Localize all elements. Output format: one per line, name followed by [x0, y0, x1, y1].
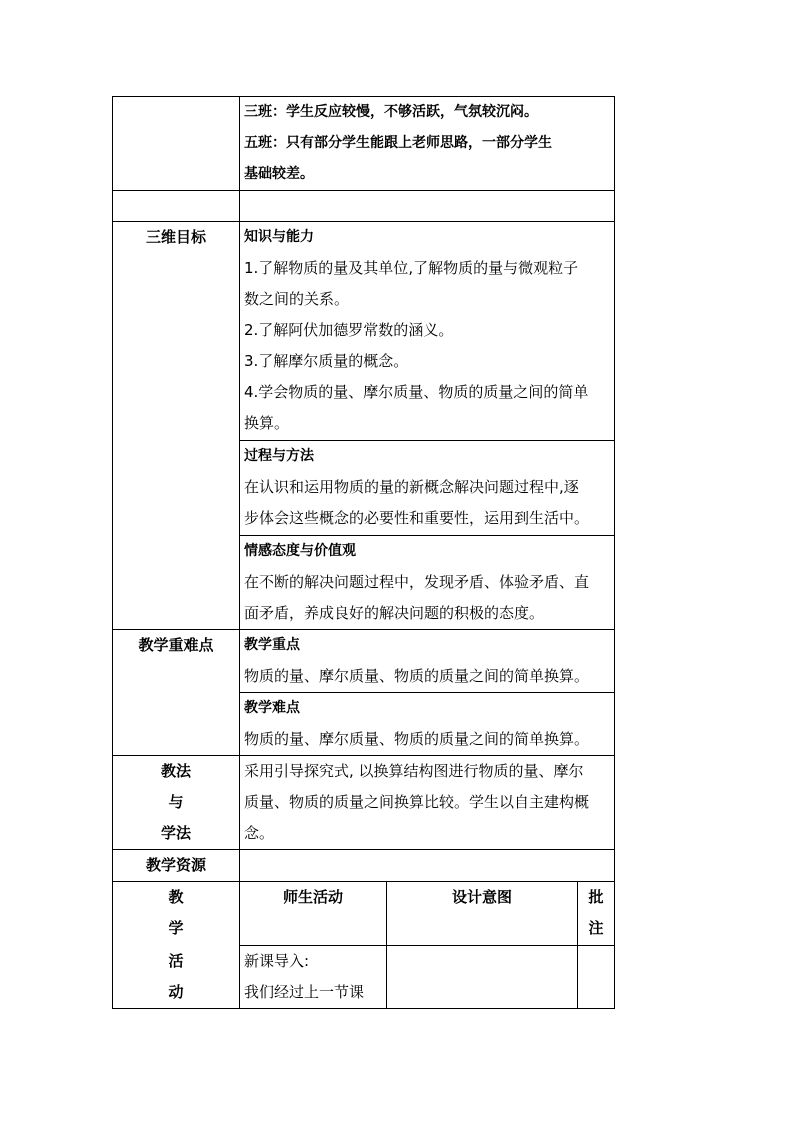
note-column-header [578, 882, 615, 946]
methods-text-line3: 念。 [244, 824, 275, 842]
class5-note-line1: 五班：只有部分学生能跟上老师思路，一部分学生 [244, 135, 552, 151]
attitude-text-line2: 面矛盾，养成良好的解决问题的积极的态度。 [244, 604, 545, 622]
resources-row [113, 850, 615, 882]
lesson-plan-table [112, 96, 615, 1009]
knowledge-cell [240, 222, 615, 441]
resources-cell [240, 850, 615, 882]
teacher-student-cell [240, 945, 387, 1009]
intro-line1: 新课导入: [244, 951, 310, 970]
knowledge-item-3: 3.了解摩尔质量的概念。 [244, 352, 409, 370]
knowledge-item-4-line1: 4.学会物质的量、摩尔质量、物质的质量之间的简单 [244, 383, 589, 401]
methods-label-3: 学法 [160, 824, 191, 842]
focus-cell [240, 630, 615, 693]
process-cell [240, 441, 615, 536]
activities-label-2: 学 [168, 919, 184, 937]
methods-label-1: 教法 [160, 762, 191, 780]
activities-label-4: 动 [168, 983, 184, 1001]
activities-label-3: 活 [168, 952, 184, 970]
intro-line2: 我们经过上一节课 [244, 982, 365, 1001]
note-header-1: 批 [588, 888, 604, 906]
knowledge-item-2: 2.了解阿伏加德罗常数的涵义。 [244, 321, 454, 339]
methods-cell [240, 756, 615, 850]
methods-text-line2: 质量、物质的质量之间换算比较。学生以自主建构概 [244, 793, 590, 811]
attitude-cell [240, 536, 615, 630]
process-header: 过程与方法 [244, 448, 314, 464]
activities-header-row [113, 882, 615, 946]
knowledge-item-1-line1: 1.了解物质的量及其单位,了解物质的量与微观粒子 [244, 259, 579, 277]
key-points-label: 教学重难点 [113, 630, 240, 756]
class5-note-line2: 基础较差。 [244, 166, 314, 182]
difficulty-text: 物质的量、摩尔质量、物质的质量之间的简单换算。 [244, 730, 590, 748]
class3-note: 三班：学生反应较慢，不够活跃，气氛较沉闷。 [244, 104, 538, 120]
knowledge-item-1-line2: 数之间的关系。 [244, 290, 350, 308]
design-intent-column-header: 设计意图 [387, 882, 578, 946]
objectives-row [113, 222, 615, 441]
methods-label-2: 与 [168, 793, 184, 811]
blank-label-cell [113, 191, 240, 222]
blank-cell [240, 191, 615, 222]
situation-cell [240, 97, 615, 191]
focus-header: 教学重点 [244, 637, 300, 653]
knowledge-item-4-line2: 换算。 [244, 414, 290, 432]
activities-label [113, 882, 240, 1009]
difficulty-cell [240, 693, 615, 756]
methods-text-line1: 采用引导探究式, 以换算结构图进行物质的量、摩尔 [244, 762, 584, 780]
note-header-2: 注 [588, 919, 604, 937]
situation-row [113, 97, 615, 191]
methods-label [113, 756, 240, 850]
blank-row [113, 191, 615, 222]
focus-text: 物质的量、摩尔质量、物质的质量之间的简单换算。 [244, 667, 590, 685]
resources-label: 教学资源 [113, 850, 240, 882]
note-cell [578, 945, 615, 1009]
process-text-line2: 步体会这些概念的必要性和重要性，运用到生活中。 [244, 509, 590, 527]
activities-label-1: 教 [168, 888, 184, 906]
attitude-header: 情感态度与价值观 [244, 543, 356, 559]
difficulty-header: 教学难点 [244, 700, 300, 716]
knowledge-header: 知识与能力 [244, 229, 314, 245]
design-intent-cell [387, 945, 578, 1009]
methods-row [113, 756, 615, 850]
focus-row [113, 630, 615, 693]
teacher-student-column-header: 师生活动 [240, 882, 387, 946]
process-text-line1: 在认识和运用物质的量的新概念解决问题过程中,逐 [244, 478, 579, 496]
attitude-text-line1: 在不断的解决问题过程中，发现矛盾、体验矛盾、直 [244, 573, 590, 591]
objectives-label: 三维目标 [113, 222, 240, 630]
situation-label-cell [113, 97, 240, 191]
